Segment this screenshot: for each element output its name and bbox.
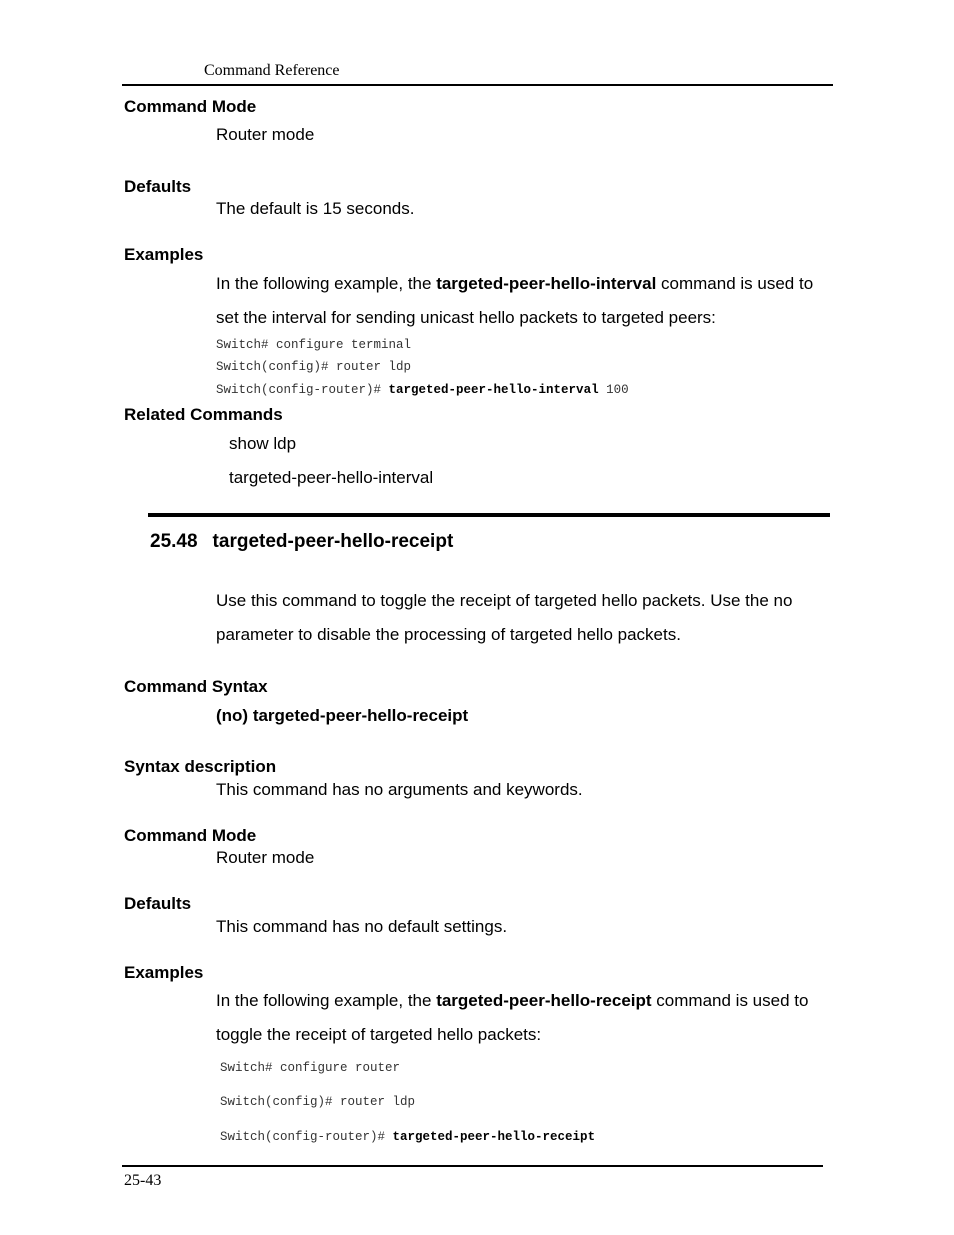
- code-line: Switch(config)# router ldp: [220, 1095, 416, 1109]
- examples-text: command is used to: [651, 991, 809, 1010]
- related-commands-heading: Related Commands: [124, 405, 283, 424]
- related-command-item: targeted-peer-hello-interval: [229, 468, 434, 487]
- examples-heading: Examples: [124, 963, 204, 982]
- code-command: targeted-peer-hello-interval: [388, 383, 599, 397]
- defaults-text: The default is 15 seconds.: [216, 199, 415, 218]
- defaults-heading: Defaults: [124, 894, 192, 913]
- defaults-heading: Defaults: [124, 177, 192, 196]
- examples-text: In the following example, the: [216, 274, 437, 293]
- examples-paragraph-line1: [216, 274, 813, 294]
- examples-command-name: targeted-peer-hello-receipt: [436, 991, 652, 1010]
- command-syntax-text: (no) targeted-peer-hello-receipt: [216, 706, 469, 725]
- examples-heading: Examples: [124, 245, 204, 264]
- command-mode-text: Router mode: [216, 848, 315, 867]
- examples-text: In the following example, the: [216, 991, 437, 1010]
- examples-paragraph-line2: toggle the receipt of targeted hello packets:: [216, 1025, 542, 1044]
- section-title-text: targeted-peer-hello-receipt: [212, 531, 454, 552]
- code-prompt: Switch(config-router)#: [220, 1130, 393, 1144]
- running-header: Command Reference: [204, 62, 340, 79]
- command-syntax-heading: Command Syntax: [124, 677, 268, 696]
- examples-paragraph-line1: [216, 991, 808, 1011]
- footer-rule: [122, 1165, 823, 1167]
- examples-text: command is used to: [656, 274, 814, 293]
- related-command-item: show ldp: [229, 434, 297, 453]
- examples-paragraph-line2: set the interval for sending unicast hello packets to targeted peers:: [216, 308, 716, 327]
- examples-command-name: targeted-peer-hello-interval: [436, 274, 657, 293]
- code-line: Switch# configure terminal: [216, 338, 412, 352]
- page-number: 25-43: [124, 1172, 162, 1189]
- command-mode-text: Router mode: [216, 125, 315, 144]
- command-mode-heading: Command Mode: [124, 97, 257, 116]
- defaults-text: This command has no default settings.: [216, 917, 508, 936]
- intro-line1: Use this command to toggle the receipt of targeted hello packets. Use the no: [216, 591, 793, 610]
- code-line: Switch# configure router: [220, 1061, 401, 1075]
- section-number: 25.48: [150, 531, 198, 552]
- syntax-description-text: This command has no arguments and keywords.: [216, 780, 583, 799]
- code-prompt: Switch(config-router)#: [216, 383, 389, 397]
- section-title: [150, 531, 453, 553]
- code-line: [220, 1130, 595, 1144]
- code-line: Switch(config)# router ldp: [216, 360, 412, 374]
- command-mode-heading: Command Mode: [124, 826, 257, 845]
- intro-line2: parameter to disable the processing of targeted hello packets.: [216, 625, 681, 644]
- code-argument: 100: [598, 383, 629, 397]
- code-line: [216, 383, 629, 397]
- section-rule: [148, 513, 830, 517]
- syntax-description-heading: Syntax description: [124, 757, 277, 776]
- code-command: targeted-peer-hello-receipt: [392, 1130, 596, 1144]
- header-rule: [122, 84, 833, 86]
